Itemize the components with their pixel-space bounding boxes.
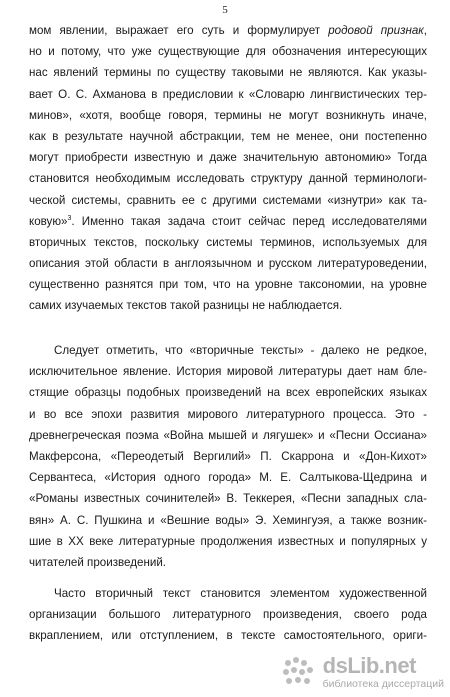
text-line: читателей произведений.: [29, 555, 167, 569]
text-line: исключительное явление. История мировой литературы дает нам бле-: [29, 365, 427, 379]
text-line: Макферсона, «Переодетый Вергилий» П. Скаррона и «Дон-Кихот»: [29, 449, 427, 463]
watermark-subtitle: библиотека диссертаций: [322, 677, 444, 690]
text-line: вкраплением, или отступлением, в тексте самостоятельного, ориги-: [29, 629, 427, 643]
text-line: могут приобрести известную и даже значительную автономию» Тогда: [29, 151, 427, 165]
text-line: вторичных текстов, поскольку системы терминов, используемых для: [29, 235, 427, 249]
text-line: но и потому, что уже существующие для обозначения интересующих: [29, 45, 427, 59]
dslib-logo-icon: [280, 653, 318, 691]
text-line: становится необходимым исследовать структуру данной терминологи-: [29, 172, 427, 186]
text-line: нас явлений термины по существу таковыми не являются. Как указы-: [29, 66, 427, 80]
text-line: шие в XX веке литературные продолжения известных и популярных у: [29, 534, 427, 548]
paragraph-3: [29, 583, 427, 647]
text-line: Следует отметить, что «вторичные тексты» - далеко не редкое,: [54, 344, 427, 357]
text-line: стящие образцы подобных произведений на всех европейских языках: [29, 386, 427, 400]
text-line: древнегреческая поэма «Война мышей и лягушек» и «Песни Оссиана»: [29, 428, 427, 442]
text-line: минов», «хотя, вообще говоря, термины не могут возникнуть иначе,: [29, 108, 427, 122]
text-line: организации большого литературного произведения, своего рода: [29, 608, 427, 622]
text-line: ковую»$^3$. Именно такая задача стоит сейчас перед исследователями: [29, 214, 427, 228]
text-line: как в результате научной абстракции, тем не менее, они постепенно: [29, 129, 427, 143]
paragraph-1: [29, 20, 427, 317]
paragraph-2: [29, 340, 427, 573]
text-line: вает О. С. Ахманова в предисловии к «Словарю лингвистических тер-: [29, 87, 427, 101]
page-number: 5: [222, 4, 228, 16]
text-line: Часто вторичный текст становится элементом художественной: [54, 587, 427, 600]
watermark-title: dsLib.net: [322, 652, 416, 678]
watermark: [280, 653, 444, 691]
text-line: ческой системы, сравнить ее с другими системами «изнутри» как та-: [29, 193, 427, 207]
text-line: «Романы известных сочинителей» В. Теккерея, «Песни западных сла-: [29, 492, 427, 506]
text-line: мом явлении, выражает его суть и формулирует родовой признак,: [29, 24, 427, 37]
text-line: самих изучаемых текстов такой разницы не наблюдается.: [29, 299, 343, 313]
text-line: вян» А. С. Пушкина и «Вешние воды» Э. Хемингуэя, а также возник-: [29, 513, 427, 527]
footnote-marker[interactable]: 3: [67, 214, 72, 222]
text-line: описания этой области в англоязычном и русском литературоведении,: [29, 257, 427, 271]
italic-term: родовой признак: [328, 24, 424, 37]
text-line: и во все эпохи развития мирового литературного процесса. Это -: [29, 407, 427, 421]
text-line: Сервантеса, «История одного города» М. Е. Салтыкова-Щедрина и: [29, 471, 427, 485]
text-line: существенно разнятся при том, что на уровне таксономии, на уровне: [29, 278, 427, 292]
